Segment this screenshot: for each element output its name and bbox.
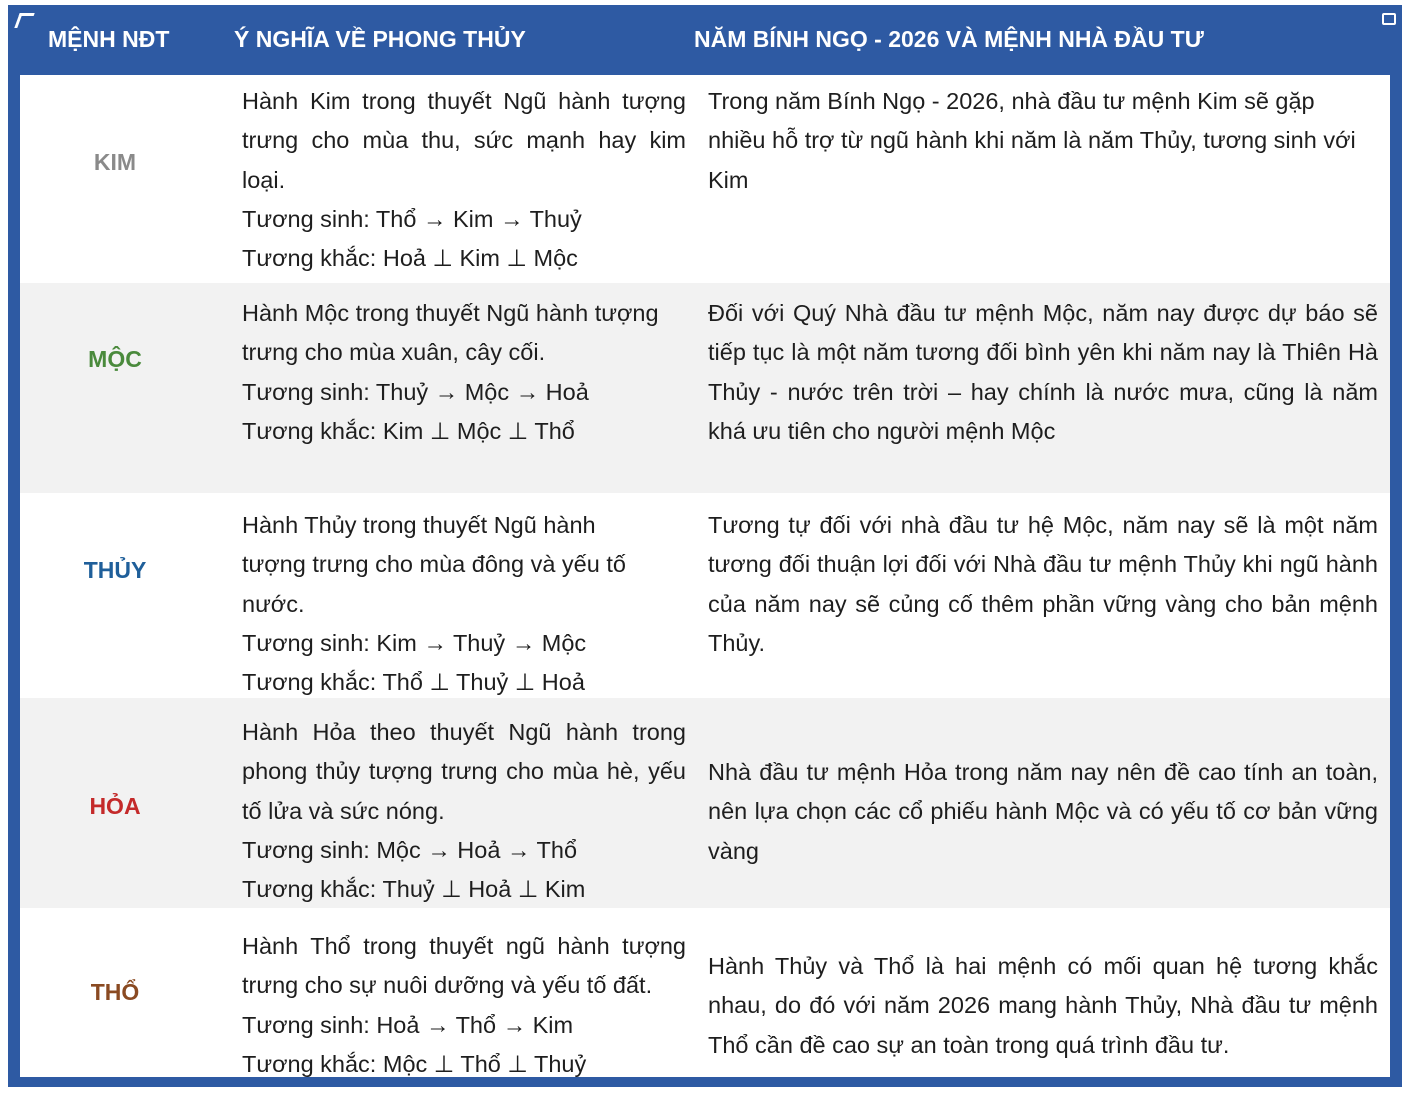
tuong-khac: Tương khắc: Thổ ⊥ Thuỷ ⊥ Hoả: [242, 669, 585, 696]
tuong-sinh: Tương sinh: Mộc → Hoả → Thổ: [242, 836, 578, 863]
corner-mark-icon: [14, 13, 34, 28]
meaning-moc: [242, 294, 662, 451]
header-menh-ndt: MỆNH NĐT: [48, 26, 170, 52]
element-label-moc: MỘC: [88, 346, 142, 372]
table-row-moc: [20, 283, 1390, 493]
element-label-thuy: THỦY: [83, 557, 147, 583]
table-row-thuy: [20, 493, 1390, 698]
element-label-tho: THỔ: [90, 979, 140, 1005]
meaning-kim: [242, 82, 686, 278]
corner-box-icon: [1382, 13, 1396, 25]
tuong-khac: Tương khắc: Thuỷ ⊥ Hoả ⊥ Kim: [242, 876, 586, 903]
tuong-sinh: Tương sinh: Hoả → Thổ → Kim: [242, 1011, 574, 1038]
meaning-tho: [242, 927, 686, 1084]
table-frame: [8, 5, 1402, 1087]
meaning-hoa: [242, 713, 686, 909]
tuong-khac: Tương khắc: Mộc ⊥ Thổ ⊥ Thuỷ: [242, 1050, 587, 1077]
table-row-hoa: [20, 698, 1390, 908]
header-y-nghia: Ý NGHĨA VỀ PHONG THỦY: [234, 26, 526, 52]
tuong-sinh: Tương sinh: Thuỷ → Mộc → Hoả: [242, 378, 589, 405]
meaning-text: Hành Mộc trong thuyết Ngũ hành tượng trưng cho mùa xuân, cây cối.: [242, 300, 659, 366]
meaning-text: Hành Thổ trong thuyết ngũ hành tượng trưng cho sự nuôi dưỡng và yếu tố đất.: [242, 933, 686, 999]
investor-kim: Trong năm Bính Ngọ - 2026, nhà đầu tư mệnh Kim sẽ gặp nhiều hỗ trợ từ ngũ hành khi năm là năm Thủy, tương sinh với Kim: [708, 88, 1356, 193]
tuong-khac: Tương khắc: Kim ⊥ Mộc ⊥ Thổ: [242, 417, 575, 444]
header-nam-binh-ngo: NĂM BÍNH NGỌ - 2026 VÀ MỆNH NHÀ ĐẦU TƯ: [694, 26, 1204, 52]
table-row-kim: [20, 75, 1390, 283]
tuong-sinh: Tương sinh: Kim → Thuỷ → Mộc: [242, 629, 587, 656]
element-label-hoa: HỎA: [89, 793, 141, 819]
meaning-text: Hành Thủy trong thuyết Ngũ hành tượng trưng cho mùa đông và yếu tố nước.: [242, 512, 626, 617]
investor-thuy: Tương tự đối với nhà đầu tư hệ Mộc, năm nay sẽ là một năm tương đối thuận lợi đối với Nhà đầu tư mệnh Thủy khi ngũ hành của năm nay sẽ củng cố thêm phần vững vàng cho bản mệnh Thủy.: [708, 512, 1378, 656]
meaning-thuy: [242, 506, 662, 702]
investor-moc: Đối với Quý Nhà đầu tư mệnh Mộc, năm nay được dự báo sẽ tiếp tục là một năm tương đối bình yên khi năm nay là Thiên Hà Thủy - nước trên trời – hay chính là nước mưa, cũng là năm khá ưu tiên cho người mệnh Mộc: [708, 300, 1378, 444]
table-body: [20, 75, 1390, 1077]
table-header: [8, 5, 1402, 72]
element-label-kim: KIM: [93, 149, 137, 175]
investor-hoa: Nhà đầu tư mệnh Hỏa trong năm nay nên đề cao tính an toàn, nên lựa chọn các cổ phiếu hành Mộc và có yếu tố cơ bản vững vàng: [708, 759, 1378, 864]
meaning-text: Hành Hỏa theo thuyết Ngũ hành trong phong thủy tượng trưng cho mùa hè, yếu tố lửa và sức nóng.: [242, 719, 686, 824]
table-row-tho: [20, 908, 1390, 1077]
tuong-khac: Tương khắc: Hoả ⊥ Kim ⊥ Mộc: [242, 245, 578, 272]
tuong-sinh: Tương sinh: Thổ → Kim → Thuỷ: [242, 205, 582, 232]
investor-tho: Hành Thủy và Thổ là hai mệnh có mối quan hệ tương khắc nhau, do đó với năm 2026 mang hành Thủy, Nhà đầu tư mệnh Thổ cần đề cao sự an toàn trong quá trình đầu tư.: [708, 953, 1378, 1058]
meaning-text: Hành Kim trong thuyết Ngũ hành tượng trưng cho mùa thu, sức mạnh hay kim loại.: [242, 88, 686, 193]
